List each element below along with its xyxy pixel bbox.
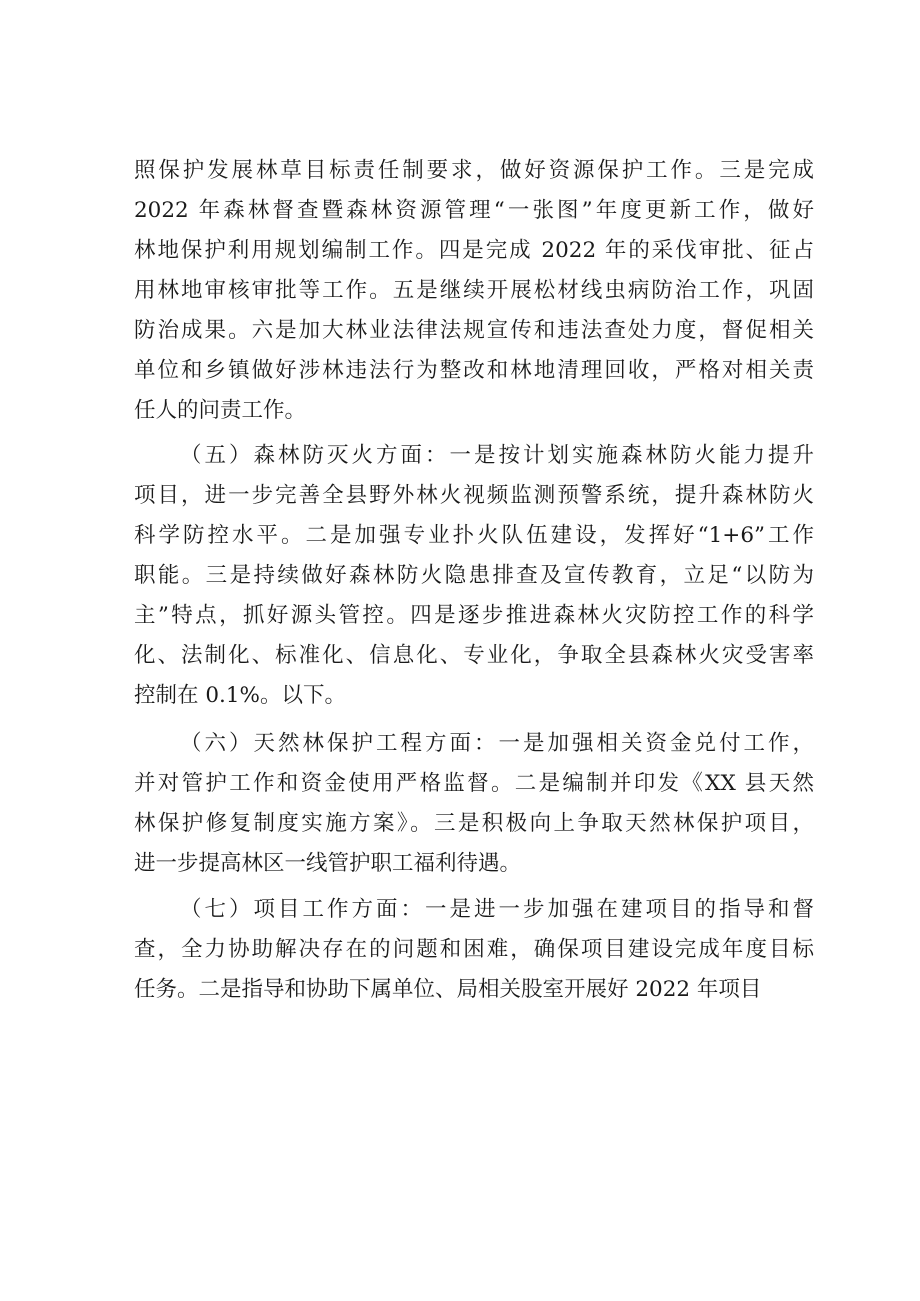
text-line: 项目，进一步完善全县野外林火视频监测预警系统，提升森林防火 <box>134 483 814 508</box>
text-line: 职能。三是持续做好森林防火隐患排查及宣传教育，立足“以防为 <box>134 563 814 588</box>
text-line: 2022 年森林督查暨森林资源管理“一张图”年度更新工作，做好 <box>134 198 814 223</box>
text-line: 用林地审核审批等工作。五是继续开展松材线虫病防治工作，巩固 <box>134 278 814 303</box>
text-line: 控制在 0.1%。以下。 <box>134 683 346 708</box>
text-line: 林地保护利用规划编制工作。四是完成 2022 年的采伐审批、征占 <box>134 238 814 263</box>
section-heading-six: （六）天然林保护工程方面：一是加强相关资金兑付工作， <box>180 731 814 756</box>
text-line: 防治成果。六是加大林业法律法规宣传和违法查处力度，督促相关 <box>134 318 814 343</box>
section-heading-five: （五）森林防灭火方面：一是按计划实施森林防火能力提升 <box>180 443 814 468</box>
text-line: 科学防控水平。二是加强专业扑火队伍建设，发挥好“1+6”工作 <box>134 523 814 548</box>
text-line: 照保护发展林草目标责任制要求，做好资源保护工作。三是完成 <box>134 158 814 183</box>
text-line: 化、法制化、标准化、信息化、专业化，争取全县森林火灾受害率 <box>134 643 814 668</box>
text-line: 林保护修复制度实施方案》。三是积极向上争取天然林保护项目， <box>134 811 814 836</box>
text-line: 单位和乡镇做好涉林违法行为整改和林地清理回收，严格对相关责 <box>134 358 814 383</box>
text-line: 查，全力协助解决存在的问题和困难，确保项目建设完成年度目标 <box>134 937 814 962</box>
text-line: 并对管护工作和资金使用严格监督。二是编制并印发《XX 县天然 <box>134 771 814 796</box>
text-line: 任人的问责工作。 <box>134 398 307 423</box>
section-heading-seven: （七）项目工作方面：一是进一步加强在建项目的指导和督 <box>180 897 814 922</box>
text-line: 进一步提高林区一线管护职工福利待遇。 <box>134 851 522 876</box>
text-line: 主”特点，抓好源头管控。四是逐步推进森林火灾防控工作的科学 <box>134 603 814 628</box>
text-line: 任务。二是指导和协助下属单位、局相关股室开展好 2022 年项目 <box>134 977 762 1002</box>
